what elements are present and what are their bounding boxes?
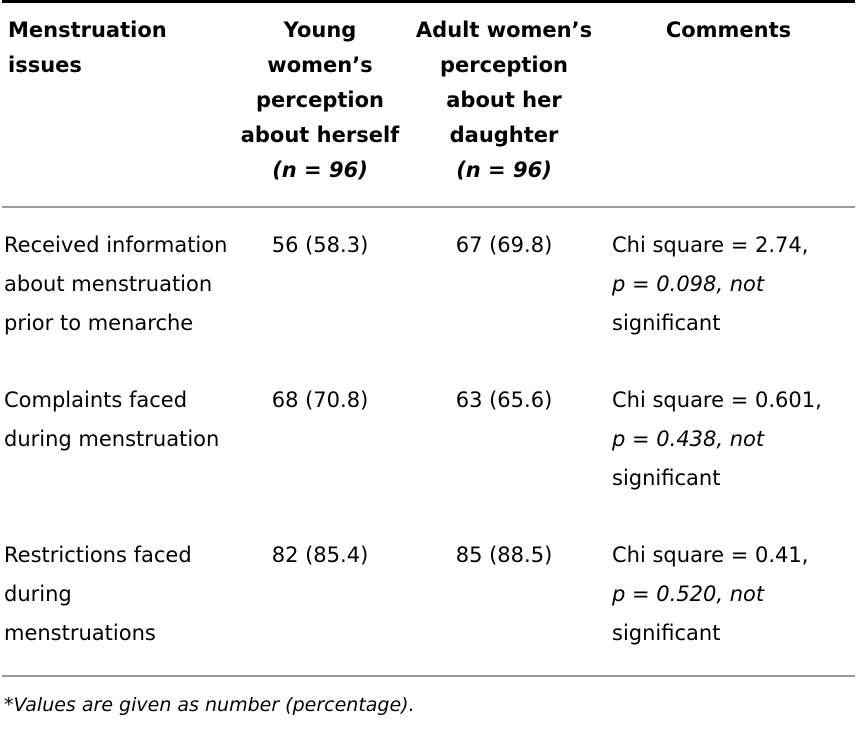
header-line: about herself <box>240 123 400 147</box>
comment-statistic: Chi square = 0.41, <box>612 543 809 567</box>
comment-significance: significant <box>612 466 721 490</box>
header-line: perception <box>256 88 384 112</box>
column-header-adult-women <box>406 2 602 208</box>
header-sample-size: (n = 96) <box>272 158 368 182</box>
header-line: perception <box>440 53 568 77</box>
cell-comment <box>602 518 855 676</box>
cell-young-value: 82 (85.4) <box>234 518 406 676</box>
comment-significance: significant <box>612 311 721 335</box>
table-row <box>2 363 855 518</box>
header-line: daughter <box>449 123 559 147</box>
header-line: Adult women’s <box>415 18 593 42</box>
cell-young-value: 56 (58.3) <box>271 233 369 257</box>
cell-comment <box>602 207 855 363</box>
table-footnote: *Values are given as number (percentage). <box>4 694 415 716</box>
comment-significance: significant <box>612 621 721 645</box>
column-header-young-women <box>234 2 406 208</box>
header-line: women’s <box>267 53 373 77</box>
cell-adult-value: 85 (88.5) <box>406 518 602 676</box>
header-sample-size: (n = 96) <box>456 158 552 182</box>
menstruation-issues-table <box>2 0 855 677</box>
table-body <box>2 207 855 676</box>
header-line: issues <box>8 53 82 77</box>
header-line: Menstruation <box>8 18 167 42</box>
cell-comment <box>602 363 855 518</box>
table-row <box>2 207 855 363</box>
cell-adult-value: 63 (65.6) <box>455 388 553 412</box>
header-line: Young <box>283 18 357 42</box>
cell-issue: Complaints faced during menstruation <box>4 388 220 451</box>
column-header-issues <box>2 2 234 208</box>
comment-pvalue: p = 0.438, not <box>612 427 765 451</box>
comment-pvalue: p = 0.520, not <box>612 582 765 606</box>
cell-issue: Restrictions faced during menstruations <box>2 518 234 676</box>
header-line: Comments <box>665 18 792 42</box>
cell-adult-value: 67 (69.8) <box>455 233 553 257</box>
table-head <box>2 2 855 208</box>
cell-issue: Received information about menstruation prior to menarche <box>4 233 228 335</box>
comment-statistic: Chi square = 0.601, <box>612 388 822 412</box>
column-header-comments <box>602 2 855 208</box>
comment-statistic: Chi square = 2.74, <box>612 233 809 257</box>
table-row <box>2 518 855 676</box>
cell-young-value: 68 (70.8) <box>271 388 369 412</box>
comment-pvalue: p = 0.098, not <box>612 272 765 296</box>
header-line: about her <box>446 88 562 112</box>
table-header-row <box>2 2 855 208</box>
